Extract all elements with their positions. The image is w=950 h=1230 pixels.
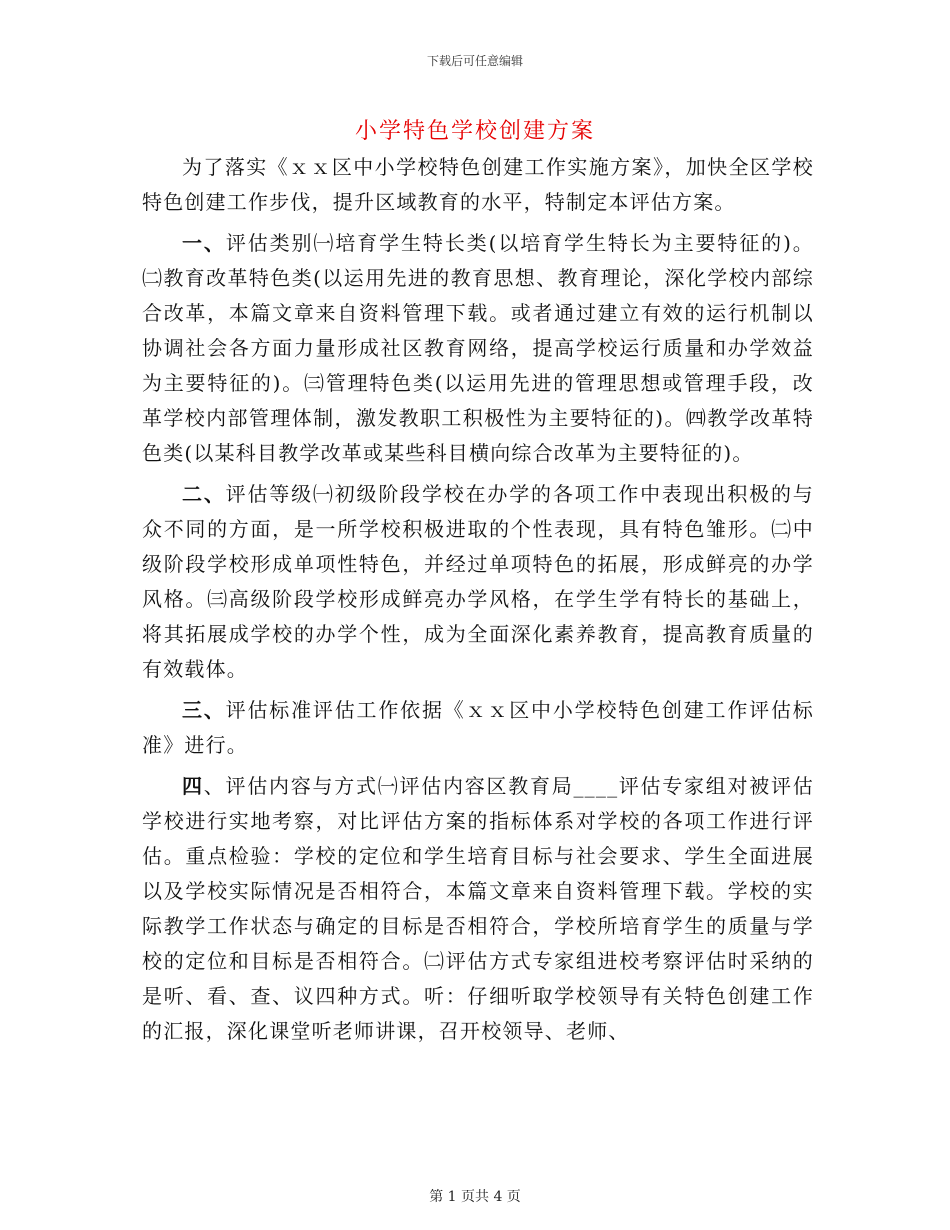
paragraph-text: 为了落实《ｘｘ区中小学校特色创建工作实施方案》，加快全区学校特色创建工作步伐，提升区域教育的水平，特制定本评估方案。 bbox=[142, 155, 814, 214]
document-body bbox=[142, 150, 814, 1049]
paragraph-intro bbox=[142, 150, 814, 220]
paragraph-text: 评估等级㈠初级阶段学校在办学的各项工作中表现出积极的与众不同的方面，是一所学校积极进取的个性表现，具有特色雏形。㈡中级阶段学校形成单项性特色，并经过单项特色的拓展，形成鲜亮的办学风格。㈢高级阶段学校形成鲜亮办学风格，在学生学有特长的基础上，将其拓展成学校的办学个性，成为全面深化素养教育，提高教育质量的有效载体。 bbox=[142, 482, 814, 681]
page-number: 第 1 页共 4 页 bbox=[429, 1189, 521, 1205]
paragraph-section-2 bbox=[142, 477, 814, 687]
page-header-note: 下载后可任意编辑 bbox=[426, 54, 523, 68]
paragraph-text: 评估类别㈠培育学生特长类(以培育学生特长为主要特征的)。㈡教育改革特色类(以运用先进的教育思想、教育理论，深化学校内部综合改革，本篇文章来自资料管理下载。或者通过建立有效的运行机制以协调社会各方面力量形成社区教育网络，提高学校运行质量和办学效益为主要特征的)。㈢管理特色类(以运用先进的管理思想或管理手段，改革学校内部管理体制，激发教职工积极性为主要特征的)。㈣教学改革特色类(以某科目教学改革或某些科目横向综合改革为主要特征的)。 bbox=[142, 231, 814, 465]
paragraph-section-1 bbox=[142, 226, 814, 471]
document-title: 小学特色学校创建方案 bbox=[354, 119, 595, 144]
paragraph-section-4 bbox=[142, 769, 814, 1049]
section-number: 三、 bbox=[182, 698, 226, 722]
paragraph-section-3 bbox=[142, 693, 814, 763]
section-number: 二、 bbox=[182, 482, 226, 506]
section-number: 四 bbox=[182, 774, 204, 798]
paragraph-text: 、评估内容与方式㈠评估内容区教育局____评估专家组对被评估学校进行实地考察，对比评估方案的指标体系对学校的各项工作进行评估。重点检验：学校的定位和学生培育目标与社会要求、学生全面进展以及学校实际情况是否相符合，本篇文章来自资料管理下载。学校的实际教学工作状态与确定的目标是否相符合，学校所培育学生的质量与学校的定位和目标是否相符合。㈡评估方式专家组进校考察评估时采纳的是听、看、查、议四种方式。听：仔细听取学校领导有关特色创建工作的汇报，深化课堂听老师讲课，召开校领导、老师、 bbox=[142, 774, 814, 1043]
section-number: 一、 bbox=[182, 231, 226, 255]
paragraph-text: 评估标准评估工作依据《ｘｘ区中小学校特色创建工作评估标准》进行。 bbox=[142, 698, 814, 757]
